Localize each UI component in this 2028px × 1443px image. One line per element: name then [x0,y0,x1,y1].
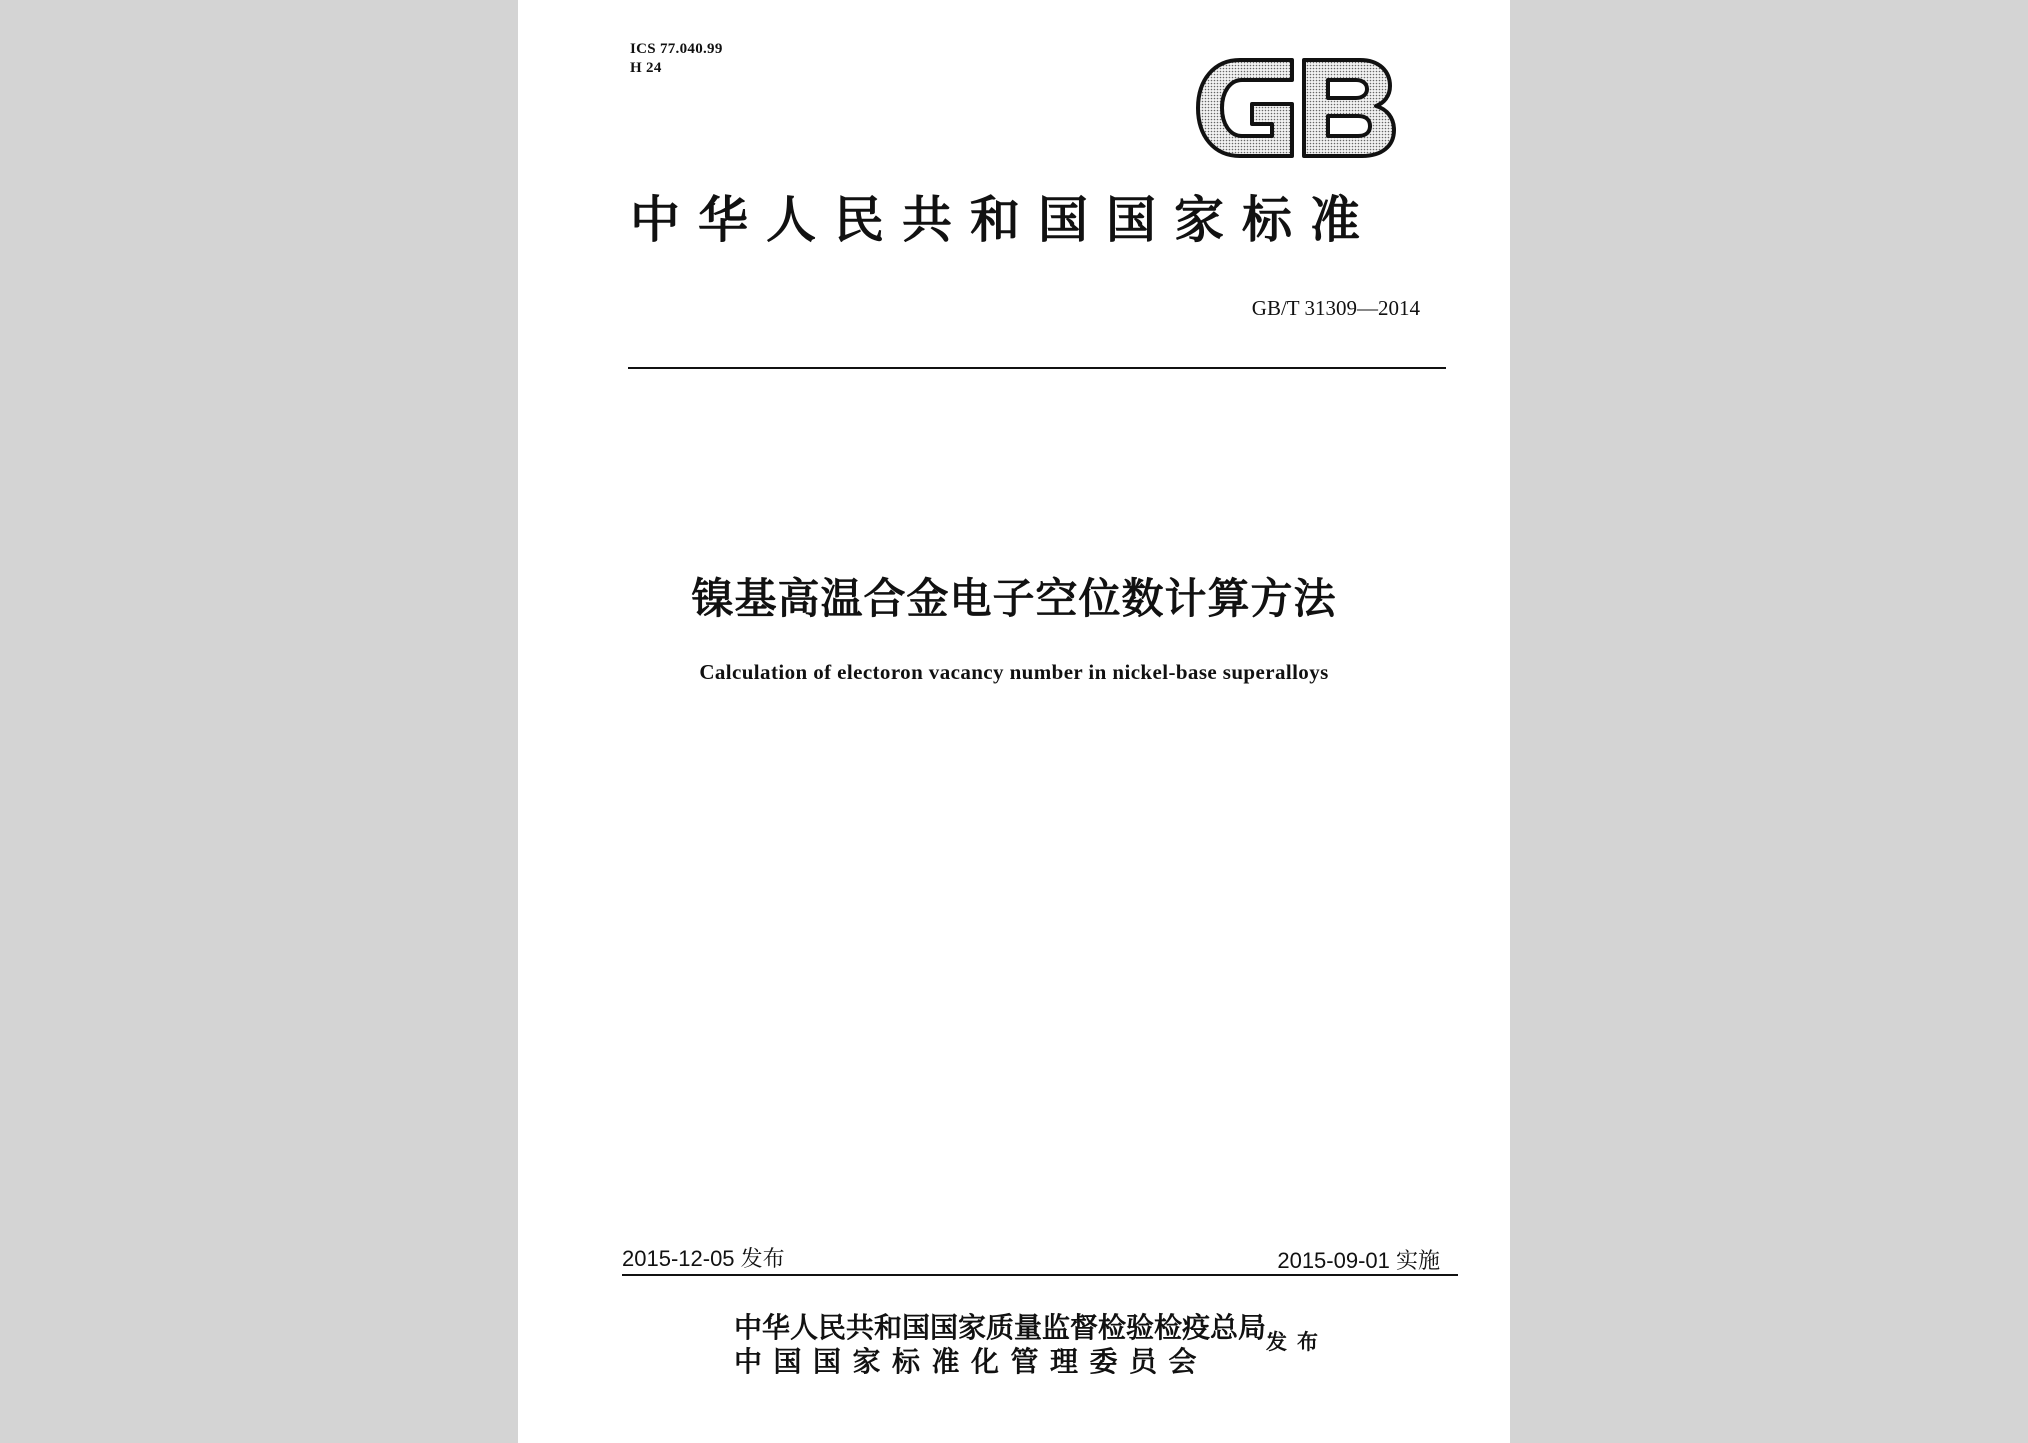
publishing-authority-sac: 中国国家标准化管理委员会 [734,1345,1209,1378]
document-page [518,0,1510,1443]
standard-number: GB/T 31309—2014 [1251,296,1420,320]
publish-label: 发布 [1266,1330,1328,1354]
footer-divider [622,1274,1458,1276]
ccs-code: H 24 [630,60,662,76]
national-standard-heading: 中华人民共和国国家标准 [630,191,1378,249]
title-chinese: 镍基高温合金电子空位数计算方法 [691,574,1337,623]
title-english: Calculation of electoron vacancy number in nickel-base superalloys [699,660,1329,684]
publishing-authority-aqsiq: 中华人民共和国国家质量监督检验检疫总局 [734,1311,1267,1344]
ics-code: ICS 77.040.99 [630,41,723,57]
classification-codes [630,40,723,78]
gb-logo [1192,52,1400,164]
header-divider [628,367,1446,369]
issue-date: 2015-12-05 发布 [622,1246,785,1271]
implementation-date: 2015-09-01 实施 [1277,1248,1440,1273]
